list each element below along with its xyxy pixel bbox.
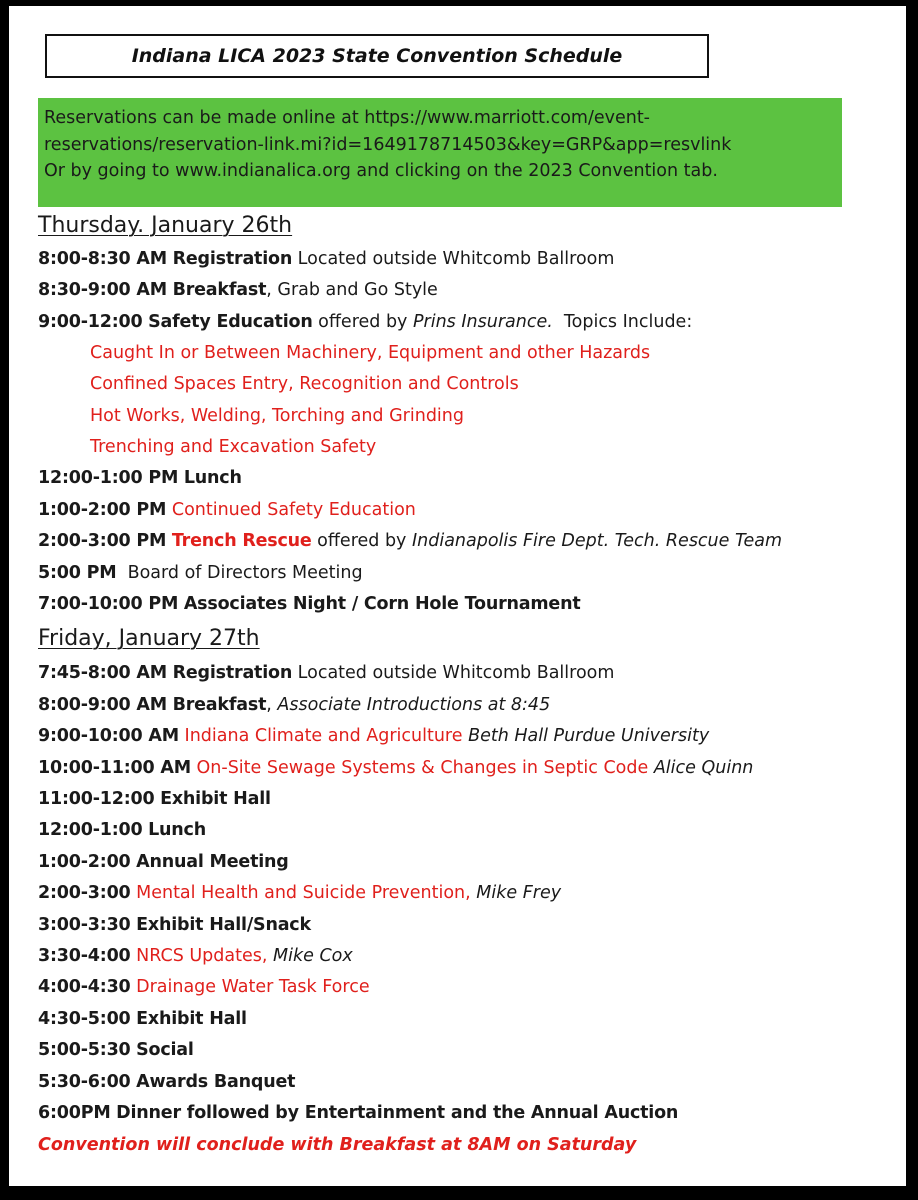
- row-title: Mental Health and Suicide Prevention,: [136, 883, 471, 903]
- schedule-row: [38, 1040, 194, 1060]
- row-title: Exhibit Hall: [136, 1009, 247, 1029]
- row-detail: Located outside Whitcomb Ballroom: [292, 249, 615, 269]
- row-title: NRCS Updates,: [136, 946, 268, 966]
- row-time: 4:00-4:30: [38, 977, 131, 997]
- reservation-line-3: Or by going to www.indianalica.org and clicking on the 2023 Convention tab.: [44, 161, 718, 181]
- row-time: 3:00-3:30: [38, 915, 131, 935]
- row-title: Breakfast: [172, 695, 267, 715]
- schedule-row: [38, 820, 206, 840]
- row-detail: , Grab and Go Style: [266, 280, 438, 300]
- schedule-row: [38, 1103, 678, 1123]
- row-title: Trench Rescue: [171, 531, 312, 551]
- schedule-row: [38, 1009, 247, 1029]
- page-title: Indiana LICA 2023 State Convention Schedule: [45, 34, 709, 78]
- row-detail: offered by: [311, 531, 412, 551]
- topic-item: Trenching and Excavation Safety: [90, 437, 377, 457]
- row-detail: offered by: [312, 312, 413, 332]
- schedule-page: [9, 6, 906, 1186]
- row-title: Associates Night / Corn Hole Tournament: [183, 594, 581, 614]
- row-title: Breakfast: [172, 280, 267, 300]
- row-time: 10:00-11:00 AM: [38, 758, 191, 778]
- row-title: Dinner followed by Entertainment and the Annual Auction: [116, 1103, 679, 1123]
- reservation-notice: [38, 98, 842, 207]
- reservation-line-1: Reservations can be made online at https://www.marriott.com/event-: [44, 108, 650, 128]
- thursday-heading: Thursday. January 26th: [38, 213, 293, 238]
- row-time: 3:30-4:00: [38, 946, 131, 966]
- row-time: 7:45-8:00 AM: [38, 663, 167, 683]
- schedule-row: [38, 883, 561, 903]
- schedule-row: [38, 789, 271, 809]
- row-title: Registration: [172, 663, 293, 683]
- schedule-row: [38, 312, 692, 332]
- row-time: 8:00-9:00 AM: [38, 695, 167, 715]
- schedule-row: [38, 695, 550, 715]
- row-detail: Located outside Whitcomb Ballroom: [292, 663, 615, 683]
- row-time: 2:00-3:00: [38, 883, 131, 903]
- row-title: Exhibit Hall: [160, 789, 271, 809]
- row-title: Registration: [172, 249, 293, 269]
- schedule-row: [38, 726, 709, 746]
- row-time: 1:00-2:00: [38, 852, 131, 872]
- row-title: Safety Education: [148, 312, 313, 332]
- schedule-row: [38, 663, 614, 683]
- row-detail: Topics Include:: [552, 312, 693, 332]
- schedule-row: [38, 915, 311, 935]
- row-time: 1:00-2:00 PM: [38, 500, 167, 520]
- row-speaker: Alice Quinn: [653, 758, 754, 778]
- row-time: 12:00-1:00: [38, 820, 143, 840]
- row-time: 9:00-12:00: [38, 312, 143, 332]
- friday-heading: Friday, January 27th: [38, 626, 260, 651]
- row-time: 11:00-12:00: [38, 789, 155, 809]
- row-time: 8:00-8:30 AM: [38, 249, 167, 269]
- schedule-row: [38, 1072, 295, 1092]
- row-title: Social: [136, 1040, 194, 1060]
- row-time: 2:00-3:00 PM: [38, 531, 167, 551]
- row-speaker: Mike Cox: [273, 946, 353, 966]
- row-time: 8:30-9:00 AM: [38, 280, 167, 300]
- closing-note: Convention will conclude with Breakfast at 8AM on Saturday: [38, 1135, 637, 1155]
- topic-item: Hot Works, Welding, Torching and Grinding: [90, 406, 464, 426]
- row-title: Continued Safety Education: [171, 500, 416, 520]
- row-time: 9:00-10:00 AM: [38, 726, 179, 746]
- schedule-row: [38, 758, 753, 778]
- row-title: Lunch: [148, 820, 206, 840]
- row-time: 4:30-5:00: [38, 1009, 131, 1029]
- row-time: 5:00 PM: [38, 563, 117, 583]
- row-provider: Indianapolis Fire Dept. Tech. Rescue Team: [411, 531, 783, 551]
- schedule-row: [38, 500, 416, 520]
- row-speaker: Mike Frey: [476, 883, 562, 903]
- schedule-row: [38, 946, 353, 966]
- row-time: 12:00-1:00 PM: [38, 468, 179, 488]
- schedule-row: [38, 531, 782, 551]
- schedule-row: [38, 852, 289, 872]
- topic-item: Confined Spaces Entry, Recognition and Controls: [90, 374, 519, 394]
- schedule-row: [38, 977, 370, 997]
- row-speaker: Beth Hall Purdue University: [468, 726, 710, 746]
- row-title: Indiana Climate and Agriculture: [184, 726, 463, 746]
- row-title: Board of Directors Meeting: [116, 563, 363, 583]
- schedule-row: [38, 594, 581, 614]
- row-detail: ,: [266, 695, 278, 715]
- row-time: 5:30-6:00: [38, 1072, 131, 1092]
- row-title: Exhibit Hall/Snack: [136, 915, 311, 935]
- schedule-row: [38, 249, 614, 269]
- schedule-row: [38, 563, 363, 583]
- row-title: Drainage Water Task Force: [136, 977, 370, 997]
- row-title: Awards Banquet: [136, 1072, 296, 1092]
- row-title: Lunch: [183, 468, 242, 488]
- row-title: Annual Meeting: [136, 852, 289, 872]
- row-time: 7:00-10:00 PM: [38, 594, 179, 614]
- reservation-line-2: reservations/reservation-link.mi?id=1649178714503&key=GRP&app=resvlink: [44, 134, 732, 155]
- row-time: 5:00-5:30: [38, 1040, 131, 1060]
- schedule-row: [38, 280, 438, 300]
- row-provider: Prins Insurance.: [412, 312, 553, 332]
- schedule-row: [38, 468, 242, 488]
- row-time: 6:00PM: [38, 1103, 111, 1123]
- row-title: On-Site Sewage Systems & Changes in Septic Code: [196, 758, 649, 778]
- row-note: Associate Introductions at 8:45: [277, 695, 551, 715]
- topic-item: Caught In or Between Machinery, Equipment and other Hazards: [90, 343, 651, 363]
